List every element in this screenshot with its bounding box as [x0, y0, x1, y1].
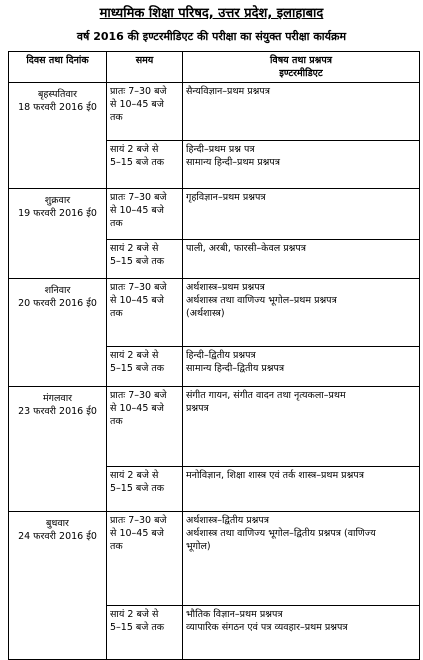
morning-time-cell [107, 512, 183, 606]
morning-time-cell [107, 83, 183, 141]
page-subtitle: वर्ष 2016 की इण्टरमीडिएट की परीक्षा का संयुक्त परीक्षा कार्यक्रम [76, 30, 347, 43]
evening-time-cell [107, 240, 183, 279]
time-line: प्रातः 7–30 बजे [110, 192, 167, 203]
exam-date: 24 फरवरी 2016 ई0 [18, 531, 97, 542]
evening-time-cell [107, 141, 183, 189]
time-line: सायं 2 बजे से [110, 350, 159, 361]
morning-time-cell [107, 189, 183, 240]
morning-time-cell [107, 279, 183, 347]
paper-line: अर्थशास्त्र–प्रथम प्रश्नपत्र [186, 282, 265, 293]
time-line: से 10–45 बजे [110, 295, 164, 306]
time-line: सायं 2 बजे से [110, 609, 159, 620]
paper-line: भूगोल) [186, 541, 211, 552]
morning-paper-cell [183, 83, 420, 141]
paper-line: सामान्य हिन्दी–द्वितीय प्रश्नपत्र [186, 363, 285, 374]
table-row [9, 387, 420, 467]
exam-date: 23 फरवरी 2016 ई0 [18, 406, 97, 417]
evening-time-cell [107, 467, 183, 512]
evening-paper-cell [183, 141, 420, 189]
day-name: बुधवार [46, 518, 69, 529]
exam-date: 18 फरवरी 2016 ई0 [18, 102, 97, 113]
morning-paper-cell [183, 512, 420, 606]
time-line: सायं 2 बजे से [110, 243, 159, 254]
time-line: 5–15 बजे तक [110, 157, 165, 168]
table-row [9, 189, 420, 240]
header-time: समय [107, 52, 183, 83]
time-line: प्रातः 7–30 बजे [110, 86, 167, 97]
day-date-cell [9, 387, 107, 512]
morning-paper-cell [183, 279, 420, 347]
header-subject: विषय तथा प्रश्नपत्र इण्टरमीडिएट [183, 52, 420, 83]
paper-line: संगीत गायन, संगीत वादन तथा नृत्यकला–प्रथम [186, 390, 346, 401]
evening-paper-cell [183, 240, 420, 279]
paper-line: व्यापारिक संगठन एवं पत्र व्यवहार–प्रथम प्रश्नपत्र [186, 622, 348, 633]
exam-date: 19 फरवरी 2016 ई0 [18, 208, 97, 219]
day-name: बृहस्पतिवार [37, 89, 78, 100]
time-line: से 10–45 बजे [110, 403, 164, 414]
paper-line: प्रश्नपत्र [186, 403, 209, 414]
paper-line: अर्थशास्त्र–द्वितीय प्रश्नपत्र [186, 515, 270, 526]
paper-line: मनोविज्ञान, शिक्षा शास्त्र एवं तर्क शास्त्र–प्रथम प्रश्नपत्र [186, 470, 364, 481]
time-line: प्रातः 7–30 बजे [110, 390, 167, 401]
day-date-cell [9, 83, 107, 189]
table-row [9, 279, 420, 347]
morning-time-cell [107, 387, 183, 467]
header-day-date: दिवस तथा दिनांक [9, 52, 107, 83]
exam-date: 20 फरवरी 2016 ई0 [18, 298, 97, 309]
paper-line: गृहविज्ञान–प्रथम प्रश्नपत्र [186, 192, 266, 203]
time-line: 5–15 बजे तक [110, 256, 165, 267]
table-header-row [9, 52, 420, 83]
evening-paper-cell [183, 467, 420, 512]
evening-paper-cell [183, 347, 420, 387]
paper-line: सामान्य हिन्दी–प्रथम प्रश्नपत्र [186, 157, 280, 168]
time-line: 5–15 बजे तक [110, 483, 165, 494]
time-line: सायं 2 बजे से [110, 470, 159, 481]
paper-line: अर्थशास्त्र तथा वाणिज्य भूगोल–प्रथम प्रश्नपत्र [186, 295, 337, 306]
time-line: प्रातः 7–30 बजे [110, 282, 167, 293]
time-line: तक [110, 112, 123, 123]
time-line: 5–15 बजे तक [110, 363, 165, 374]
morning-paper-cell [183, 387, 420, 467]
paper-line: अर्थशास्त्र तथा वाणिज्य भूगोल–द्वितीय प्रश्नपत्र (वाणिज्य [186, 528, 376, 539]
paper-line: (अर्थशास्त्र) [186, 308, 225, 319]
morning-paper-cell [183, 189, 420, 240]
paper-line: भौतिक विज्ञान–प्रथम प्रश्नपत्र [186, 609, 283, 620]
paper-line: हिन्दी–प्रथम प्रश्न पत्र [186, 144, 255, 155]
paper-line: पाली, अरबी, फारसी–केवल प्रश्नपत्र [186, 243, 306, 254]
page-title: माध्यमिक शिक्षा परिषद, उत्तर प्रदेश, इलाहाबाद [99, 6, 324, 21]
day-date-cell [9, 279, 107, 387]
table-row [9, 512, 420, 606]
day-name: शुक्रवार [44, 195, 71, 206]
exam-schedule-table [8, 51, 420, 660]
day-name: मंगलवार [42, 393, 73, 404]
time-line: सायं 2 बजे से [110, 144, 159, 155]
time-line: से 10–45 बजे [110, 205, 164, 216]
day-date-cell [9, 189, 107, 279]
table-row [9, 83, 420, 141]
time-line: 5–15 बजे तक [110, 622, 165, 633]
paper-line: हिन्दी–द्वितीय प्रश्नपत्र [186, 350, 256, 361]
time-line: तक [110, 416, 123, 427]
time-line: प्रातः 7–30 बजे [110, 515, 167, 526]
time-line: से 10–45 बजे [110, 99, 164, 110]
evening-time-cell [107, 347, 183, 387]
day-name: शनिवार [44, 285, 71, 296]
paper-line: सैन्यविज्ञान–प्रथम प्रश्नपत्र [186, 86, 270, 97]
time-line: से 10–45 बजे [110, 528, 164, 539]
time-line: तक [110, 308, 123, 319]
time-line: तक [110, 218, 123, 229]
day-date-cell [9, 512, 107, 660]
time-line: तक [110, 541, 123, 552]
